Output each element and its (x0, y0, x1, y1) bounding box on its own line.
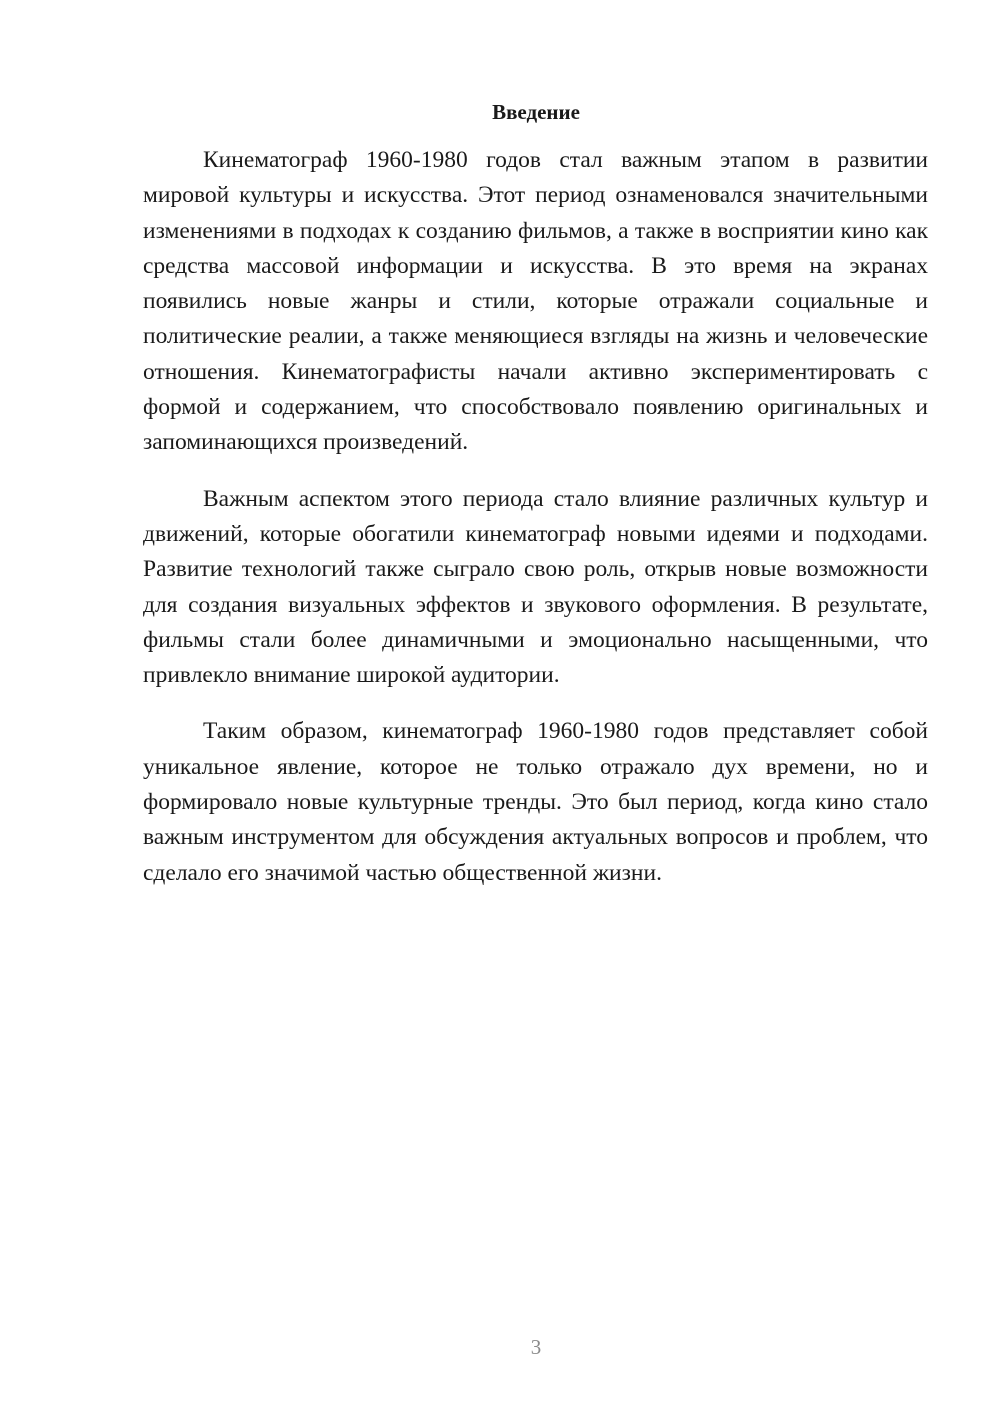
page-number: 3 (530, 1335, 542, 1359)
section-heading: Введение (492, 100, 580, 124)
paragraph-3: Таким образом, кинематограф 1960-1980 годов представляет собой уникальное явление, которое не только отражало дух времени, но и формировало новые культурные тренды. Это был период, когда кино стало важным инструментом для обсуждения актуальных вопросов и проблем, что сделало его значимой частью общественной жизни. (143, 718, 928, 886)
paragraph-1: Кинематограф 1960-1980 годов стал важным этапом в развитии мировой культуры и искусства. Этот период ознаменовался значительными изменениями в подходах к созданию фильмов, а также в восприятии кино как средства массовой информации и искусства. В это время на экранах появились новые жанры и стили, которые отражали социальные и политические реалии, а также меняющиеся взгляды на жизнь и человеческие отношения. Кинематографисты начали активно экспериментировать с формой и содержанием, что способствовало появлению оригинальных и запоминающихся произведений. (143, 147, 928, 456)
body-text (143, 143, 928, 912)
paragraph-2: Важным аспектом этого периода стало влияние различных культур и движений, которые обогатили кинематограф новыми идеями и подходами. Развитие технологий также сыграло свою роль, открыв новые возможности для создания визуальных эффектов и звукового оформления. В результате, фильмы стали более динамичными и эмоционально насыщенными, что привлекло внимание широкой аудитории. (143, 485, 928, 689)
